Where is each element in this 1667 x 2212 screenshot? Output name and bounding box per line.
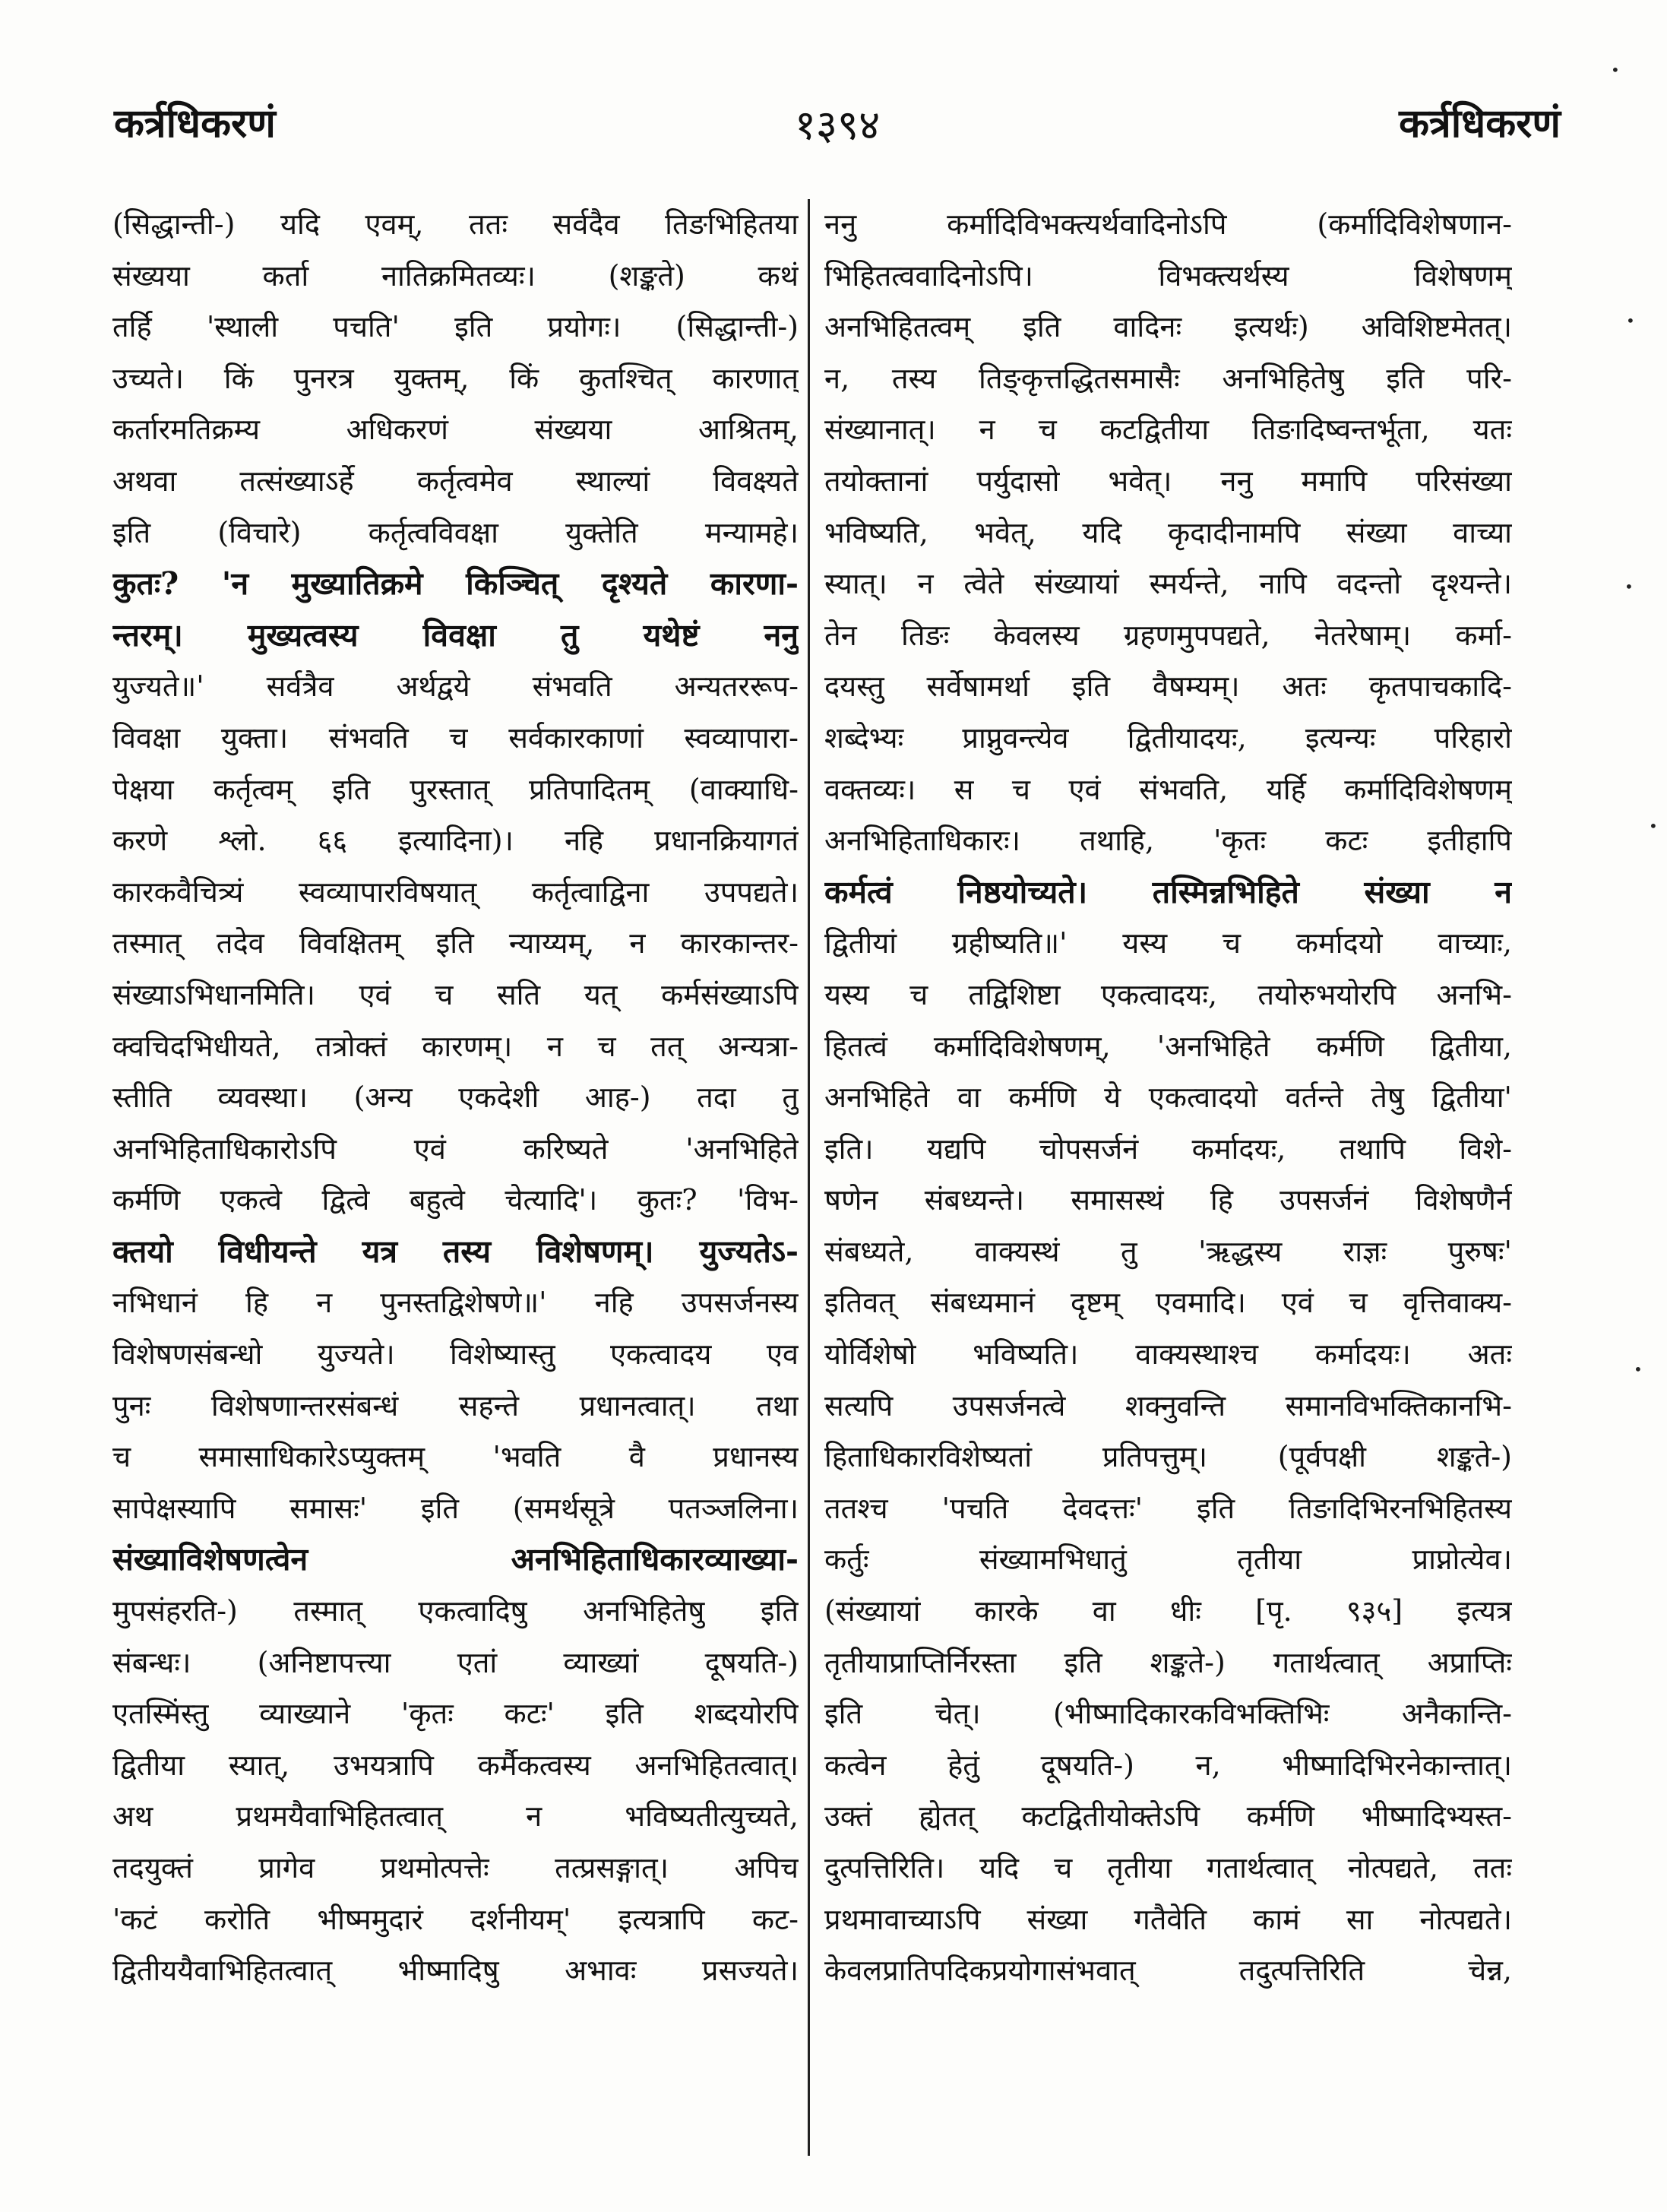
text-line: कर्मत्वं निष्ठयोच्यते। तस्मिन्नभिहिते संख्या न xyxy=(824,873,1512,910)
scan-speck: • xyxy=(1634,1360,1643,1378)
text-line: कुतः? 'न मुख्यातिक्रमे किञ्चित् दृश्यते कारणा- xyxy=(112,565,799,603)
text-line: इति चेत्। (भीष्मादिकारकविभक्तिभिः अनैकान्ति- xyxy=(824,1697,1512,1731)
text-line: उच्यते। किं पुनरत्र युक्तम्, किं कुतश्चित् कारणात् xyxy=(112,361,799,395)
scan-speck: • xyxy=(1624,578,1634,596)
text-line: ननु कर्मादिविभक्त्यर्थवादिनोऽपि (कर्मादिविशेषणान- xyxy=(824,207,1512,241)
text-line: संबध्यते, वाक्यस्थं तु 'ऋद्धस्य राज्ञः पुरुषः' xyxy=(824,1234,1512,1268)
text-line: अनभिहितत्वम् इति वादिनः इत्यर्थः) अविशिष्टमेतत्। xyxy=(824,310,1512,344)
text-line: विशेषणसंबन्धो युज्यते। विशेष्यास्तु एकत्वादय एव xyxy=(112,1337,799,1372)
text-line: केवलप्रातिपदिकप्रयोगासंभवात् तदुत्पत्तिरिति चेन्न, xyxy=(824,1954,1512,1988)
text-line: न्तरम्। मुख्यत्वस्य विवक्षा तु यथेष्टं ननु xyxy=(112,616,799,653)
text-line: हिताधिकारविशेष्यतां प्रतिपत्तुम्। (पूर्वपक्षी शङ्कते-) xyxy=(824,1440,1512,1474)
text-line: दुत्पत्तिरिति। यदि च तृतीया गतार्थत्वात् नोत्पद्यते, ततः xyxy=(824,1851,1512,1884)
text-line: इतिवत् संबध्यमानं दृष्टम् एवमादि। एवं च वृत्तिवाक्य- xyxy=(824,1286,1512,1320)
scan-speck: • xyxy=(1626,312,1635,330)
text-line: अनभिहिताधिकारोऽपि एवं करिष्यते 'अनभिहिते xyxy=(112,1131,799,1166)
text-line: स्यात्। न त्वेते संख्यायां स्मर्यन्ते, नापि वदन्तो दृश्यन्ते। xyxy=(824,567,1512,601)
text-line: न, तस्य तिङ्कृत्तद्धितसमासैः अनभिहितेषु इति परि- xyxy=(824,361,1512,395)
text-line: संख्यानात्। न च कटद्वितीया तिङादिष्वन्तर्भूता, यतः xyxy=(824,413,1512,447)
scan-speck: • xyxy=(1649,817,1658,835)
text-line: पेक्षया कर्तृत्वम् इति पुरस्तात् प्रतिपादितम् (वाक्याधि- xyxy=(112,772,799,806)
text-line: संख्यया कर्ता नातिक्रमितव्यः। (शङ्कते) कथं xyxy=(112,258,799,293)
text-line: स्तीति व्यवस्था। (अन्य एकदेशी आह-) तदा तु xyxy=(112,1081,799,1115)
text-line: करणे श्लो. ६६ इत्यादिना)। नहि प्रधानक्रियागतं xyxy=(112,824,799,858)
text-line: दयस्तु सर्वेषामर्था इति वैषम्यम्। अतः कृतपाचकादि- xyxy=(824,669,1512,704)
page-header xyxy=(114,95,1561,163)
text-line: द्वितीयां ग्रहीष्यति॥' यस्य च कर्मादयो वाच्याः, xyxy=(824,926,1512,960)
text-line: यस्य च तद्विशिष्टा एकत्वादयः, तयोरुभयोरपि अनभि- xyxy=(824,977,1512,1011)
left-text-column xyxy=(112,199,799,2160)
text-line: कर्तुः संख्यामभिधातुं तृतीया प्राप्नोत्येव। xyxy=(824,1543,1512,1577)
text-line: प्रथमावाच्याऽपि संख्या गतैवेति कामं सा नोत्पद्यते। xyxy=(824,1902,1512,1936)
text-line: एतस्मिंस्तु व्याख्याने 'कृतः कटः' इति शब्दयोरपि xyxy=(112,1697,799,1731)
text-line: हितत्वं कर्मादिविशेषणम्, 'अनभिहिते कर्मणि द्वितीया, xyxy=(824,1029,1512,1063)
text-line: योर्विशेषो भविष्यति। वाक्यस्थाश्च कर्मादयः। अतः xyxy=(824,1337,1512,1372)
text-line: षणेन संबध्यन्ते। समासस्थं हि उपसर्जनं विशेषणैर्न xyxy=(824,1183,1512,1217)
text-line: इति (विचारे) कर्तृत्वविवक्षा युक्तेति मन्यामहे। xyxy=(112,515,799,549)
text-line: (संख्यायां कारके वा धीः [पृ. ९३५] इत्यत्र xyxy=(824,1594,1512,1628)
text-line: 'कटं करोति भीष्ममुदारं दर्शनीयम्' इत्यत्रापि कट- xyxy=(112,1902,799,1936)
text-line: तृतीयाप्राप्तिर्निरस्ता इति शङ्कते-) गतार्थत्वात् अप्राप्तिः xyxy=(824,1645,1512,1679)
scan-speck: • xyxy=(1611,61,1620,79)
text-line: क्वचिदभिधीयते, तत्रोक्तं कारणम्। न च तत् अन्यत्रा- xyxy=(112,1029,799,1063)
text-line: क्तयो विधीयन्ते यत्र तस्य विशेषणम्। युज्यतेऽ- xyxy=(112,1233,799,1270)
text-line: अथ प्रथमयैवाभिहितत्वात् न भविष्यतीत्युच्यते, xyxy=(112,1799,799,1834)
page-number: १३९४ xyxy=(794,101,881,149)
text-line: इति। यद्यपि चोपसर्जनं कर्मादयः, तथापि विशे- xyxy=(824,1131,1512,1166)
column-divider xyxy=(808,199,810,2156)
text-line: युज्यते॥' सर्वत्रैव अर्थद्वये संभवति अन्यतररूप- xyxy=(112,669,799,704)
text-line: शब्देभ्यः प्राप्नुवन्त्येव द्वितीयादयः, इत्यन्यः परिहारो xyxy=(824,720,1512,755)
text-line: कर्तारमतिक्रम्य अधिकरणं संख्यया आश्रितम्, xyxy=(112,413,799,447)
text-line: तर्हि 'स्थाली पचति' इति प्रयोगः। (सिद्धान्ती-) xyxy=(112,310,799,344)
text-line: ततश्च 'पचति देवदत्तः' इति तिङादिभिरनभिहितस्य xyxy=(824,1491,1512,1525)
text-line: पुनः विशेषणान्तरसंबन्धं सहन्ते प्रधानत्वात्। तथा xyxy=(112,1388,799,1422)
text-line: कारकवैचित्र्यं स्वव्यापारविषयात् कर्तृत्वाद्विना उपपद्यते। xyxy=(112,875,799,909)
text-line: सत्यपि उपसर्जनत्वे शक्नुवन्ति समानविभक्तिकानभि- xyxy=(824,1388,1512,1422)
text-line: मुपसंहरति-) तस्मात् एकत्वादिषु अनभिहितेषु इति xyxy=(112,1594,799,1628)
text-line: कर्मणि एकत्वे द्वित्वे बहुत्वे चेत्यादि'। कुतः? 'विभ- xyxy=(112,1183,799,1217)
text-line: (सिद्धान्ती-) यदि एवम्, ततः सर्वदैव तिङभिहितया xyxy=(112,207,799,241)
text-line: भिहितत्ववादिनोऽपि। विभक्त्यर्थस्य विशेषणम् xyxy=(824,258,1512,293)
text-line: तेन तिङः केवलस्य ग्रहणमुपपद्यते, नेतरेषाम्। कर्मा- xyxy=(824,618,1512,652)
text-line: अनभिहिताधिकारः। तथाहि, 'कृतः कटः इतीहापि xyxy=(824,824,1512,858)
text-line: तदयुक्तं प्रागेव प्रथमोत्पत्तेः तत्प्रसङ्गात्। अपिच xyxy=(112,1851,799,1884)
text-line: भविष्यति, भवेत्, यदि कृदादीनामपि संख्या वाच्या xyxy=(824,515,1512,549)
text-line: संख्याऽभिधानमिति। एवं च सति यत् कर्मसंख्याऽपि xyxy=(112,977,799,1011)
text-line: द्वितीययैवाभिहितत्वात् भीष्मादिषु अभावः प्रसज्यते। xyxy=(112,1954,799,1988)
text-line: च समासाधिकारेऽप्युक्तम् 'भवति वै प्रधानस्य xyxy=(112,1440,799,1474)
text-line: नभिधानं हि न पुनस्तद्विशेषणे॥' नहि उपसर्जनस्य xyxy=(112,1286,799,1320)
text-line: सापेक्षस्यापि समासः' इति (समर्थसूत्रे पतञ्जलिना। xyxy=(112,1491,799,1525)
running-title-right: कर्त्रधिकरणं xyxy=(1399,100,1561,147)
text-line: संबन्धः। (अनिष्टापत्त्या एतां व्याख्यां दूषयति-) xyxy=(112,1645,799,1679)
text-line: अथवा तत्संख्याऽर्हे कर्तृत्वमेव स्थाल्यां विवक्ष्यते xyxy=(112,464,799,498)
text-line: तस्मात् तदेव विवक्षितम् इति न्याय्यम्, न कारकान्तर- xyxy=(112,926,799,960)
text-line: द्वितीया स्यात्, उभयत्रापि कर्मैकत्वस्य अनभिहितत्वात्। xyxy=(112,1748,799,1782)
running-title-left: कर्त्रधिकरणं xyxy=(114,100,276,147)
right-text-column xyxy=(824,199,1512,2160)
text-line: कत्वेन हेतुं दूषयति-) न, भीष्मादिभिरनेकान्तात्। xyxy=(824,1748,1512,1782)
text-line: अनभिहिते वा कर्मणि ये एकत्वादयो वर्तन्ते तेषु द्वितीया' xyxy=(824,1081,1512,1115)
text-line: संख्याविशेषणत्वेन अनभिहिताधिकारव्याख्या- xyxy=(112,1541,799,1578)
text-line: तयोक्तानां पर्युदासो भवेत्। ननु ममापि परिसंख्या xyxy=(824,464,1512,498)
text-line: उक्तं ह्येतत् कटद्वितीयोक्तेऽपि कर्मणि भीष्मादिभ्यस्त- xyxy=(824,1799,1512,1834)
text-line: वक्तव्यः। स च एवं संभवति, यर्हि कर्मादिविशेषणम् xyxy=(824,772,1512,806)
text-line: विवक्षा युक्ता। संभवति च सर्वकारकाणां स्वव्यापारा- xyxy=(112,720,799,755)
